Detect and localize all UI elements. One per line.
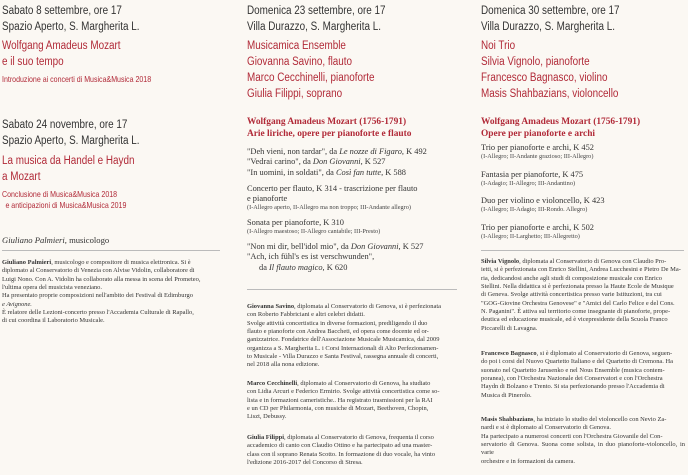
event1-header [2, 3, 175, 85]
event3-header [247, 3, 408, 102]
event4-header [481, 3, 642, 102]
program-heading [481, 117, 640, 140]
event2-header [2, 117, 162, 211]
bio-palmieri-line: di cui coordina il Laboratorio Musicale. [2, 317, 105, 325]
bio-filippi-name: Giulia Filippi [247, 434, 285, 441]
bio-palmieri-line: diplomato al Conservatorio di Venezia con Alvise Vidolin, collaboratore di [2, 267, 195, 275]
sonata-movements: (I-Allegro maestoso; II-Allegro cantabile; III-Presto) [247, 227, 381, 235]
performer: Silvia Vignolo, pianoforte [481, 56, 590, 68]
bio-savino-name: Giovanna Savino [247, 303, 295, 310]
event2-title-line1: La musica da Handel e Haydn [2, 155, 135, 167]
aria-item: "In uomini, in soldati", da Così fan tutte, K 588 [247, 167, 406, 177]
bio-vignolo: Silvia Vignolo, diplomata al Conservatorio di Genova con Claudio Pro- ietti, si è perfezionata con Enrico Stellini, Andrea Lucchesini e Pietro De Ma- ria, dedicandosi anche agli studi di composizione musicale con Enrico Stellini. Nella didattica si è perfezionata presso la Haute Ecole de Musique di Geneva. Svolge attività concertistica presso varie Istituzioni, tra cui "GOG-Giovine Orchestra Genovese" e "Amici del Carlo Felice e del Cons. N. Paganini". È attiva sul territorio come insegnante di pianoforte, prope- deutica ed educazione musicale, ed è vicepresidente della Scuola Franco Piccarelli di Lavagna. [481, 258, 681, 332]
event1-subtitle: Introduzione ai concerti di Musica&Musica 2018 [2, 75, 152, 84]
bio-savino: Giovanna Savino, diplomata al Conservatorio di Genova, si è perfezionata con Roberto Fabbriciani e altri celebri didatti. Svolge attività concertistica in diverse formazioni, prediligendo il duo flauto e pianoforte con Andrea Baccheti, ed opera come docente ed or- ganizzatrice. Fondatrice dell'Associazione Musicale Musicamica, dal 2009 organizza a S. Margherita L. i Corsi Internazionali di Alto Perfezionamen- to Musicale - Villa Durazzo e Santa Festival, rassegna annuale di concerti, nel 2018 alla nona edizione. [247, 303, 441, 369]
bio-palmieri-line: È relatore delle Lezioni-concerto presso l'Accademia Culturale di Rapallo, [2, 309, 194, 317]
speaker-line [2, 235, 109, 245]
bio-palmieri-name: Giuliano Palmieri [2, 259, 52, 266]
bio-shahbazians-name: Masis Shahbazians [481, 416, 534, 423]
concerto-title-line1: Concerto per flauto, K 314 - trascrizione per flauto [247, 183, 418, 193]
performer: Musicamica Ensemble [247, 40, 346, 52]
divider [481, 250, 684, 251]
bio-shahbazians: Masis Shahbazians, ha iniziato lo studio del violoncello con Nevio Za- nardi e si è diplomato al Conservatorio di Genova. Ha partecipato a numerosi concerti con l'Orchestra Giovanile del Con- servatorio di Genova. Suona come solista, in duo pianoforte-violoncello, in varie orchestre e in formazioni da camera. [481, 416, 685, 465]
aria-item: "Vedrai carino", da Don Giovanni, K 527 [247, 157, 386, 167]
performer: Noi Trio [481, 40, 516, 52]
event3-venue: Villa Durazzo, S. Margherita L. [247, 21, 381, 33]
bio-filippi: Giulia Filippi, diplomata al Conservatorio di Genova, frequenta il corso accademico di canto con Claudio Ottino e ha partecipato ad una master- class con il soprano Renata Scotto. In formazione di duo vocale, ha vinto l'edizione 2016-2017 del Concorso di Stresa. [247, 434, 436, 467]
bio-palmieri [2, 259, 220, 326]
bio-cecchinelli: Marco Cecchinelli, diplomato al Conservatorio di Genova, ha studiato con Lidia Arcuri e Federico Ermirio. Svolge attività concertistica come so- lista e in formazioni cameristiche.. Ha registrato trasmissioni per la RAI e un CD per Philarmonia, con musiche di Mozart, Beethoven, Chopin, Liszt, Debussy. [247, 380, 440, 421]
divider [247, 289, 457, 290]
divider [2, 250, 220, 251]
concerto-movements: (I-Allegro aperto, II-Allegro ma non troppo; III-Andante allegro) [247, 204, 412, 212]
work-movements: (I-Adagio; II-Allegro; III-Andantino) [481, 179, 576, 187]
work-title: Trio per pianoforte e archi, K 502 [481, 222, 594, 232]
aria-item: da Il flauto magico, K 620 [259, 262, 348, 272]
event4-date: Domenica 30 settembre, ore 17 [481, 5, 620, 17]
performer: Francesco Bagnasco, violino [481, 72, 608, 84]
aria-item: "Non mi dir, bell'idol mio", da Don Giovanni, K 527 [247, 242, 424, 252]
composer-heading: Wolfgang Amadeus Mozart (1756-1791) [247, 117, 407, 127]
work-title: Fantasia per pianoforte, K 475 [481, 169, 584, 179]
event1-date: Sabato 8 settembre, ore 17 [2, 5, 122, 17]
event2-title-line2: a Mozart [2, 171, 41, 183]
program-list [247, 147, 427, 273]
bio-vignolo-name: Silvia Vignolo [481, 258, 520, 265]
aria-item: "Ach, ich fühl's es ist verschwunden", [247, 252, 375, 262]
event2-subtitle-line2: e anticipazioni di Musica&Musica 2019 [5, 201, 127, 210]
event2-date: Sabato 24 novembre, ore 17 [2, 119, 128, 131]
work-movements: (I-Allegro; II-Adagio; III-Rondo. Allegro) [481, 206, 588, 214]
event1-venue: Spazio Aperto, S. Margherita L. [2, 21, 140, 33]
event2-venue: Spazio Aperto, S. Margherita L. [2, 135, 140, 147]
speaker-name: Giuliano Palmieri [2, 235, 65, 245]
bio-palmieri-line: l'ultima opera del musicista veneziano. [2, 284, 103, 292]
program-list [481, 143, 605, 241]
performer: Giovanna Savino, flauto [247, 56, 353, 68]
performer: Giulia Filippi, soprano [247, 88, 343, 100]
event1-title-line2: e il suo tempo [2, 56, 64, 68]
aria-item: "Deh vieni, non tardar", da Le nozze di Figaro, K 492 [247, 147, 427, 156]
bio-palmieri-line: Ha presentato proprie composizioni nell'ambito dei Festival di Edimburgo [2, 292, 193, 300]
sonata-title: Sonata per pianoforte, K 310 [247, 217, 344, 227]
composer-heading: Wolfgang Amadeus Mozart (1756-1791) [481, 117, 641, 127]
concerto-title-line2: e pianoforte [247, 194, 288, 204]
work-movements: (I-Allegro; II-Larghetto; III-Allegretto) [481, 232, 580, 240]
bio-bagnasco: Francesco Bagnasco, si è diplomato al Conservatorio di Genova, seguen- do poi i corsi del Nuovo Quartetto Italiano e del Quartetto di Cremona. Ha suonato nel Quartetto Jarusenko e nel Nous Ensemble (musica contem- poranea), con l'Orchestra Nazionale dei Conservatori e con l'Orchestra Haydn di Bolzano e Trento. Si sta perfezionando presso l'Accademia di Musica di Pinerolo. [481, 350, 673, 399]
program-heading [247, 117, 411, 140]
speaker-role: , musicologo [64, 235, 110, 245]
bio-cecchinelli-name: Marco Cecchinelli [247, 380, 298, 387]
bio-bagnasco-name: Francesco Bagnasco [481, 350, 537, 357]
performer: Masis Shahbazians, violoncello [481, 88, 619, 100]
work-title: Duo per violino e violoncello, K 423 [481, 196, 605, 205]
bio-palmieri-line: e Avignone. [2, 300, 32, 308]
event3-date: Domenica 23 settembre, ore 17 [247, 5, 386, 17]
event1-title-line1: Wolfgang Amadeus Mozart [2, 40, 121, 52]
work-title: Trio per pianoforte e archi, K 452 [481, 143, 594, 152]
event4-venue: Villa Durazzo, S. Margherita L. [481, 21, 615, 33]
bio-palmieri-line: , musicologo e compositore di musica elettronica. Si è [51, 259, 191, 266]
bio-palmieri-line: Luigi Nono. Con A. Vidolin ha collaborato alla messa in scena del Prometeo, [2, 275, 201, 283]
performer: Marco Cecchinelli, pianoforte [247, 72, 375, 84]
work-movements: (I-Allegro; II-Andante grazioso; III-Allegro) [481, 153, 594, 161]
program-title: Opere per pianoforte e archi [481, 128, 596, 139]
program-title: Arie liriche, opere per pianoforte e flauto [247, 128, 412, 139]
event2-subtitle-line1: Conclusione di Musica&Musica 2018 [2, 190, 118, 199]
